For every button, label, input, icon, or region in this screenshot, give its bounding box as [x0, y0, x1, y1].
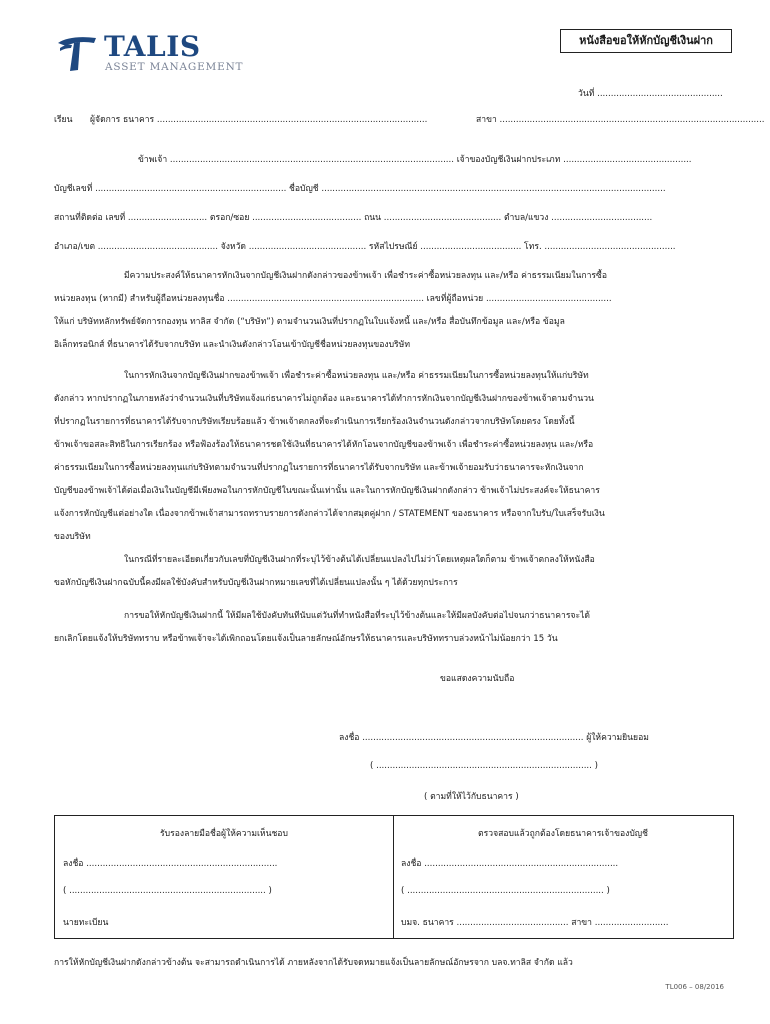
bank-manager-field[interactable]: ผู้จัดการ ธนาคาร ................................................................................................... [90, 115, 428, 125]
paragraph-effective [54, 605, 734, 651]
paragraph-purpose [54, 265, 734, 357]
regards-text: ขอแสดงความนับถือ [440, 674, 515, 684]
paragraph-line: ในกรณีที่รายละเอียดเกี่ยวกับเลขที่บัญชีเงินฝากที่ระบุไว้ข้างต้นได้เปลี่ยนแปลงไปไม่ว่าโดยเหตุผลใดก็ตาม ข้าพเจ้าตกลงให้หนังสือ [124, 555, 595, 565]
paragraph-line: ให้แก่ บริษัทหลักทรัพย์จัดการกองทุน ทาลิส จำกัด (“บริษัท”) ตามจำนวนเงินที่ปรากฏในใบแจ้งหนี้ และ/หรือ สื่อบันทึกข้อมูล และ/หรือ ข้อมูล [54, 317, 565, 327]
brand-name: TALIS [104, 30, 201, 63]
branch-field[interactable]: สาขา ................................................................................................. [476, 115, 765, 125]
district-field[interactable]: อำเภอ/เขต ............................................ จังหวัด ........................................... รหัสไปรษณีย์ ..................................... โทร. ................................................ [54, 242, 676, 252]
footer-note: การให้หักบัญชีเงินฝากดังกล่าวข้างต้น จะสามารถดำเนินการได้ ภายหลังจากได้รับจดหมายแจ้งเป็นลายลักษณ์อักษรจาก บลจ.ทาลิส จำกัด แล้ว [54, 958, 573, 968]
paragraph-line: การขอให้หักบัญชีเงินฝากนี้ ให้มีผลใช้บังคับทันทีนับแต่วันที่ทำหนังสือที่ระบุไว้ข้างต้นและให้มีผลบังคับต่อไปจนกว่าธนาคารจะได้ [124, 611, 590, 621]
paragraph-line: ดังกล่าว หากปรากฏในภายหลังว่าจำนวนเงินที่บริษัทแจ้งแก่ธนาคารไม่ถูกต้อง และธนาคารได้ทำการหักเงินจากบัญชีเงินฝากของข้าพเจ้าตามจำนวน [54, 394, 594, 404]
paragraph-line: แจ้งการหักบัญชีแต่อย่างใด เนื่องจากข้าพเจ้าสามารถทราบรายการดังกล่าวได้จากสมุดคู่ฝาก / STATEMENT ของธนาคาร หรือจากใบรับ/ใบเสร็จรับเงิน [54, 509, 605, 519]
bank-signature-field[interactable]: ลงชื่อ ....................................................................... [401, 859, 619, 869]
bank-note: ( ตามที่ให้ไว้กับธนาคาร ) [424, 792, 519, 802]
bank-branch-field[interactable]: บมจ. ธนาคาร ......................................... สาขา ........................... [401, 918, 669, 928]
paragraph-line: อิเล็กทรอนิกส์ ที่ธนาคารได้รับจากบริษัท และนำเงินดังกล่าวโอนเข้าบัญชีชื่อหน่วยลงทุนของบริษัท [54, 340, 410, 350]
talis-logo-icon [56, 34, 100, 72]
to-label: เรียน [54, 115, 73, 125]
paragraph-line: ในการหักเงินจากบัญชีเงินฝากของข้าพเจ้า เพื่อชำระค่าซื้อหน่วยลงทุน และ/หรือ ค่าธรรมเนียมในการซื้อหน่วยลงทุนให้แก่บริษัท [124, 371, 589, 381]
paragraph-line: ค่าธรรมเนียมในการซื้อหน่วยลงทุนแก่บริษัทตามจำนวนที่ปรากฏในรายการที่ธนาคารได้รับจากบริษัท และข้าพเจ้ายอมรับว่าธนาคารจะหักเงินจาก [54, 463, 584, 473]
bank-name-field[interactable]: ( ........................................................................ ) [401, 886, 610, 896]
paragraph-line: ของบริษัท [54, 532, 91, 542]
form-code: TL006 – 08/2016 [665, 983, 724, 991]
paragraph-line: ยกเลิกโดยแจ้งให้บริษัททราบ หรือข้าพเจ้าจะได้เพิกถอนโดยแจ้งเป็นลายลักษณ์อักษรให้ธนาคารและบริษัททราบล่วงหน้าไม่น้อยกว่า 15 วัน [54, 634, 558, 644]
registrar-signature-field[interactable]: ลงชื่อ ...................................................................... [63, 859, 278, 869]
paragraph-line: ที่ปรากฏในรายการที่ธนาคารได้รับจากบริษัทเรียบร้อยแล้ว ข้าพเจ้าตกลงที่จะดำเนินการเรียกร้องเงินจำนวนดังกล่าวจากบริษัทโดยตรง โดยทั้งนี้ [54, 417, 575, 427]
account-field[interactable]: บัญชีเลขที่ ...................................................................... ชื่อบัญชี .............................................................................................................................. [54, 184, 666, 194]
paragraph-line: บัญชีของข้าพเจ้าได้ต่อเมื่อเงินในบัญชีมีเพียงพอในการหักบัญชีในขณะนั้นเท่านั้น และในการหักบัญชีเงินฝากดังกล่าว ข้าพเจ้าไม่ประสงค์จะให้ธนาคาร [54, 486, 600, 496]
form-title: หนังสือขอให้หักบัญชีเงินฝาก [560, 29, 732, 53]
paragraph-line: มีความประสงค์ให้ธนาคารหักเงินจากบัญชีเงินฝากดังกล่าวของข้าพเจ้า เพื่อชำระค่าซื้อหน่วยลงทุน และ/หรือ ค่าธรรมเนียมในการซื้อ [124, 271, 608, 281]
bank-verify-header: ตรวจสอบแล้วถูกต้องโดยธนาคารเจ้าของบัญชี [478, 829, 648, 839]
paragraph-line: ขอหักบัญชีเงินฝากฉบับนี้คงมีผลใช้บังคับสำหรับบัญชีเงินฝากหมายเลขที่ได้เปลี่ยนแปลงนั้น ๆ ได้ด้วยทุกประการ [54, 578, 458, 588]
consenter-name-field[interactable]: ( ............................................................................... ) [370, 761, 598, 771]
paragraph-line: หน่วยลงทุน (หากมี) สำหรับผู้ถือหน่วยลงทุนชื่อ ........................................................................ เลขที่ผู้ถือหน่วย .............................................. [54, 294, 612, 304]
registrar-name-field[interactable]: ( ........................................................................ ) [63, 886, 272, 896]
paragraph-line: ข้าพเจ้าขอสละสิทธิในการเรียกร้อง หรือฟ้องร้องให้ธนาคารชดใช้เงินที่ธนาคารได้หักโอนจากบัญชีของข้าพเจ้า เพื่อชำระค่าซื้อหน่วยลงทุน และ/หรือ [54, 440, 594, 450]
bank-column [393, 816, 733, 938]
paragraph-terms [54, 365, 734, 549]
address-field[interactable]: สถานที่ติดต่อ เลขที่ ............................. ตรอก/ซอย ........................................ ถนน ........................................... ตำบล/แขวง ..................................... [54, 213, 653, 223]
paragraph-account-change [54, 549, 734, 595]
registrar-header: รับรองลายมือชื่อผู้ให้ความเห็นชอบ [160, 829, 288, 839]
applicant-field[interactable]: ข้าพเจ้า ........................................................................................................ เจ้าของบัญชีเงินฝากประเภท ............................................... [138, 155, 692, 165]
consenter-signature-field[interactable]: ลงชื่อ ................................................................................. ผู้ให้ความยินยอม [339, 733, 649, 743]
brand-subtitle: ASSET MANAGEMENT [105, 61, 244, 73]
date-field[interactable]: วันที่ .............................................. [578, 89, 723, 99]
registrar-column [55, 816, 394, 938]
verification-box [54, 815, 734, 939]
registrar-role: นายทะเบียน [63, 918, 109, 928]
